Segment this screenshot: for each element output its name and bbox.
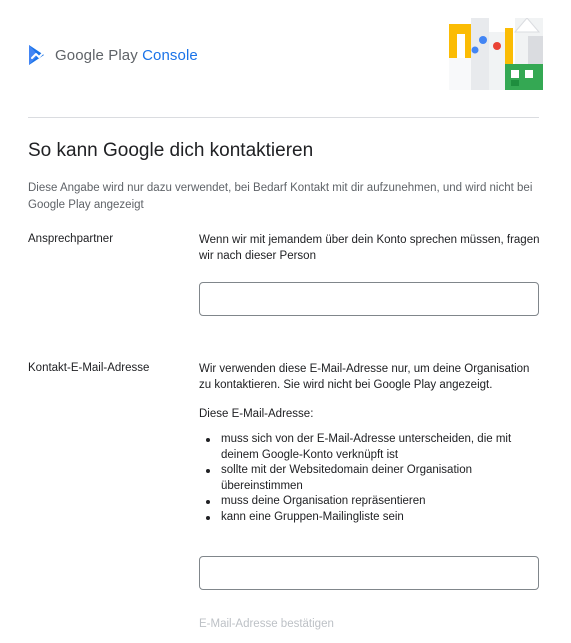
list-item: sollte mit der Websitedomain deiner Organisation übereinstimmen: [199, 463, 544, 494]
page-header: [0, 0, 571, 118]
contact-person-input[interactable]: [199, 282, 539, 316]
contact-email-requirements-intro: Diese E-Mail-Adresse:: [199, 408, 314, 420]
page-title: So kann Google dich kontaktieren: [28, 140, 314, 161]
brand-console: Console: [142, 46, 198, 64]
brand-logo[interactable]: [28, 44, 198, 66]
page-subtitle: Diese Angabe wird nur dazu verwendet, bei Bedarf Kontakt mit dir aufzunehmen, und wird nicht bei Google Play angezeigt: [28, 182, 533, 211]
brand-name: [55, 47, 198, 64]
contact-email-input[interactable]: [199, 556, 539, 590]
list-item: muss sich von der E-Mail-Adresse unterscheiden, die mit deinem Google-Konto verknüpft ist: [199, 432, 544, 463]
contact-person-label: Ansprechpartner: [28, 233, 114, 245]
contact-email-description: Wir verwenden diese E-Mail-Adresse nur, um deine Organisation zu kontaktieren. Sie wird nicht bei Google Play angezeigt.: [199, 363, 530, 391]
contact-person-description: Wenn wir mit jemandem über dein Konto sprechen müssen, fragen wir nach dieser Person: [199, 234, 540, 262]
contact-email-label: Kontakt-E-Mail-Adresse: [28, 362, 150, 374]
header-divider: [28, 117, 539, 118]
list-item: kann eine Gruppen-Mailingliste sein: [199, 510, 544, 526]
decorative-building-illustration: [449, 18, 543, 90]
list-item: muss deine Organisation repräsentieren: [199, 494, 544, 510]
verify-email-button[interactable]: E-Mail-Adresse bestätigen: [199, 618, 334, 630]
google-play-console-logo-icon: [28, 44, 48, 66]
email-requirements-list: [199, 432, 544, 525]
brand-google-play: Google Play: [55, 46, 138, 64]
